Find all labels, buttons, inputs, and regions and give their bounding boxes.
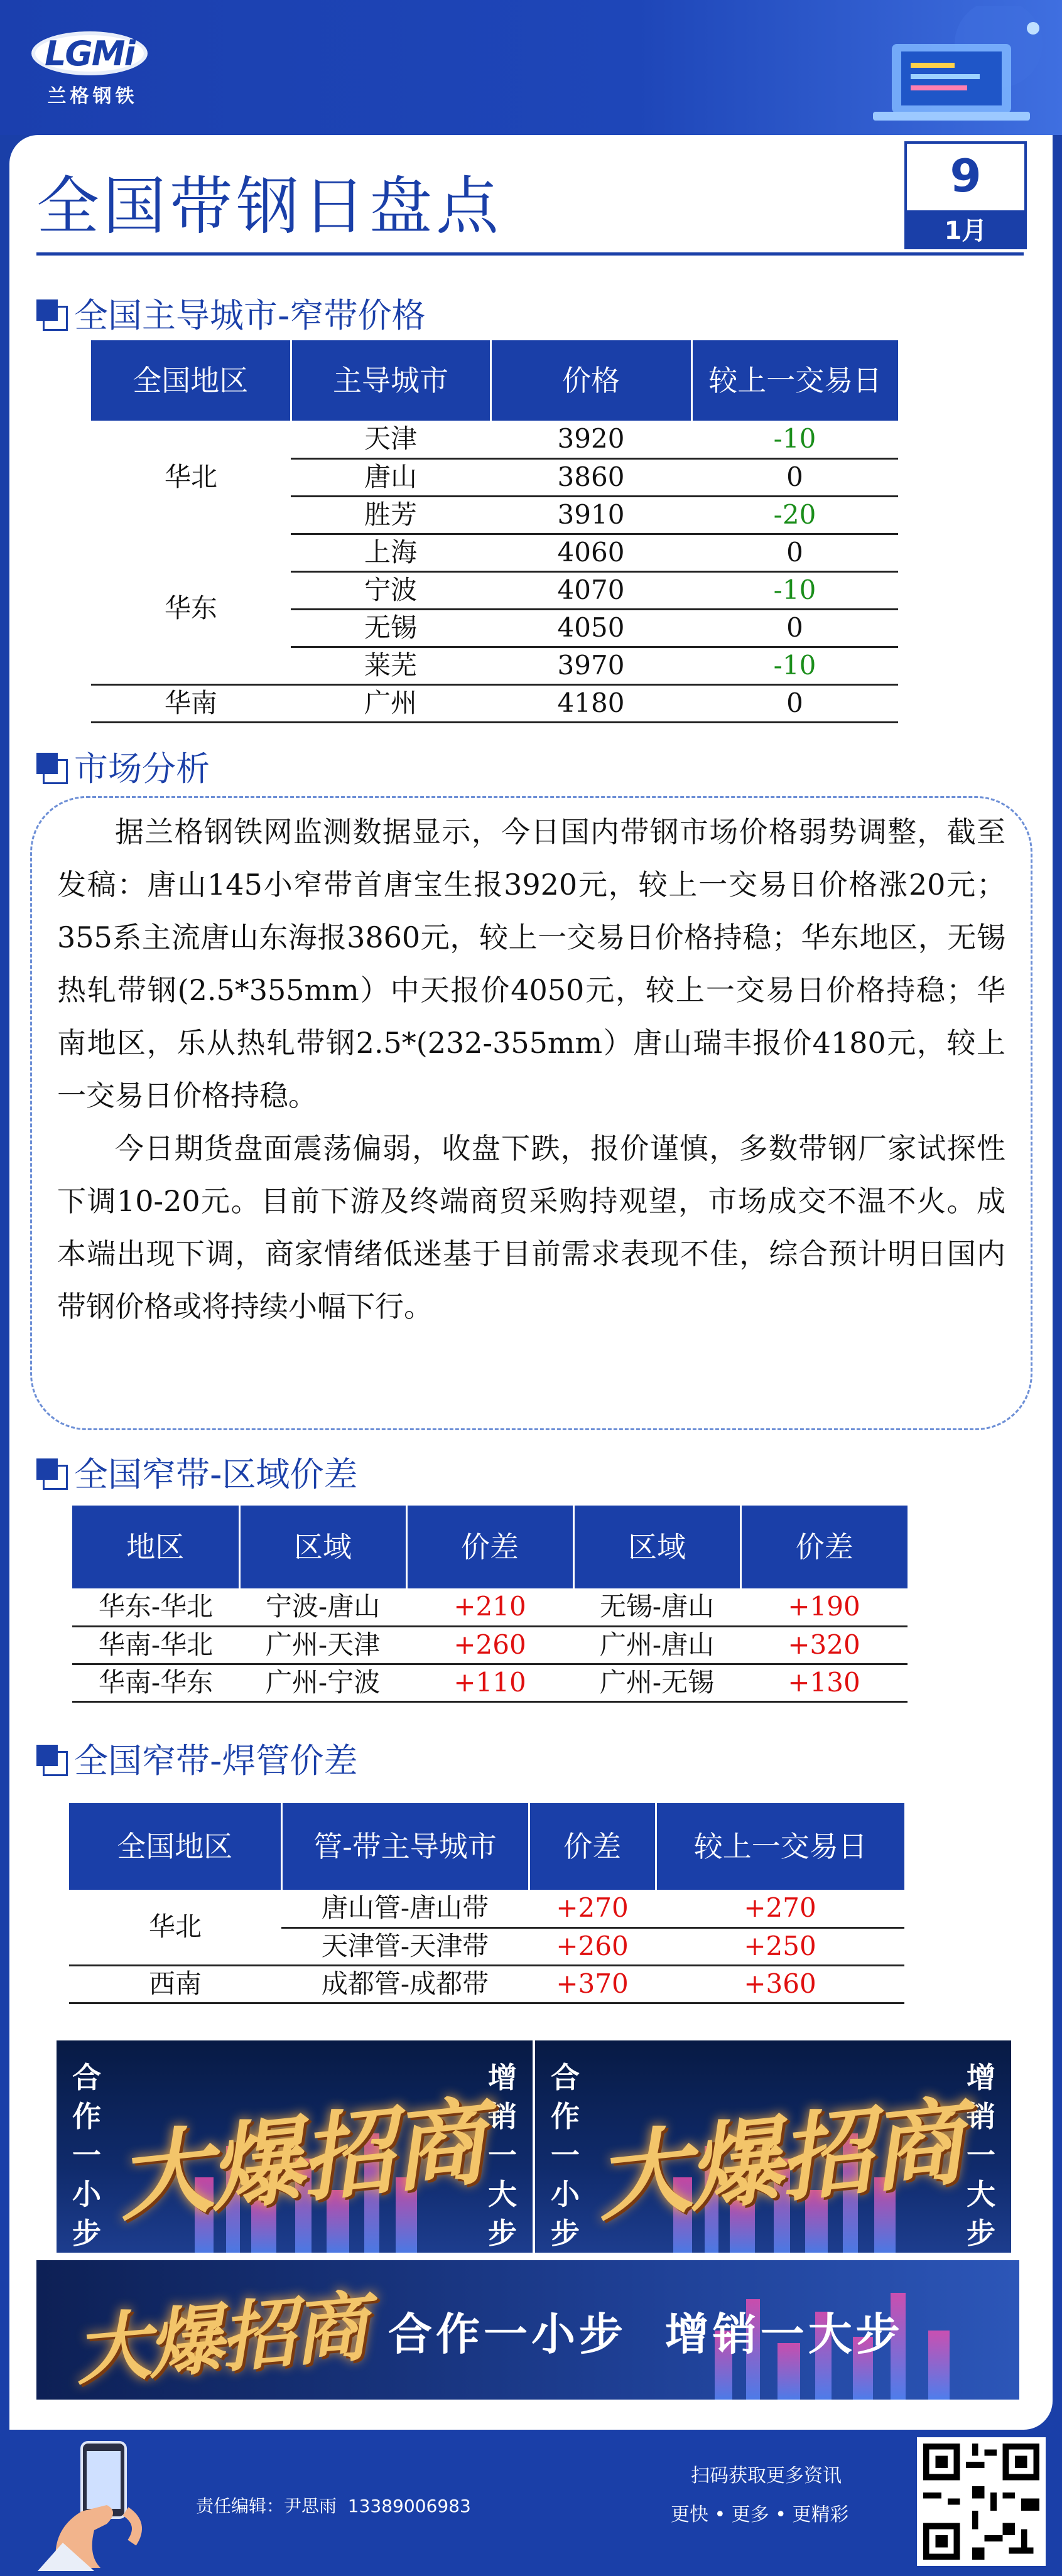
table-row [91,421,898,458]
section-heading-regional-diff: 全国窄带-区域价差 [36,1448,358,1496]
region-cell: 华南 [91,684,291,722]
section-heading-narrow-price: 全国主导城市-窄带价格 [36,289,426,337]
footer-tagline: 更快 • 更多 • 更精彩 [671,2504,849,2526]
city-pair-cell: 宁波-唐山 [239,1588,406,1626]
ad-banner-right[interactable] [535,2040,1011,2253]
narrow-price-table [91,340,898,723]
diff-cell: +320 [740,1626,908,1664]
col-header: 较上一交易日 [691,340,898,421]
col-header: 全国地区 [91,340,291,421]
section-marker-icon [36,1745,64,1772]
pair-cell: 唐山管-唐山带 [281,1890,529,1927]
price-cell: 4050 [490,609,691,647]
city-cell: 天津 [291,421,490,458]
change-cell: -20 [691,496,898,534]
col-header: 区域 [239,1506,406,1588]
col-header: 较上一交易日 [656,1803,904,1890]
price-cell: 3920 [490,421,691,458]
change-cell: +250 [656,1927,904,1965]
change-cell: -10 [691,421,898,458]
change-cell: 0 [691,534,898,571]
regional-diff-table [72,1506,908,1703]
change-cell: -10 [691,571,898,609]
banner-headline: 大爆招商 [112,2086,489,2234]
price-cell: 3910 [490,496,691,534]
city-pair-cell: 广州-天津 [239,1626,406,1664]
change-cell: 0 [691,609,898,647]
region-pair-cell: 华东-华北 [72,1588,239,1626]
region-pair-cell: 华南-华北 [72,1626,239,1664]
scan-prompt: 扫码获取更多资讯 [691,2465,842,2487]
lange-logo [31,25,148,107]
diff-cell: +370 [529,1965,656,2003]
table-row [91,684,898,722]
section-marker-icon [36,1458,64,1486]
table-row [69,1890,904,1927]
table-row [91,534,898,571]
computer-decoration-icon [854,6,1055,132]
city-cell: 上海 [291,534,490,571]
banner-vertical-left: 合作一小步 [551,2061,580,2250]
section-heading-analysis: 市场分析 [36,742,210,790]
city-cell: 莱芜 [291,647,490,684]
change-cell: +270 [656,1890,904,1927]
editor-credit: 责任编辑：尹思雨 13389006983 [196,2496,471,2516]
city-pair-cell: 广州-无锡 [573,1664,740,1701]
region-cell: 西南 [69,1965,281,2003]
price-cell: 4060 [490,534,691,571]
banner-headline: 大爆招商 [590,2086,967,2234]
logo-subtitle: 兰格钢铁 [47,85,138,107]
table-row [69,1965,904,2003]
banner-vertical-right: 增销一大步 [488,2061,517,2250]
analysis-paragraph: 今日期货盘面震荡偏弱，收盘下跌，报价谨慎，多数带钢厂家试探性下调10-20元。目前下游及终端商贸采购持观望，市场成交不温不火。成本端出现下调，商家情绪低迷基于目前需求表现不佳，综合预计明日国内带钢价格或将持续小幅下行。 [57,1131,1005,1323]
col-header: 全国地区 [69,1803,281,1890]
diff-cell: +130 [740,1664,908,1701]
footer [0,2430,1062,2576]
city-pair-cell: 广州-唐山 [573,1626,740,1664]
diff-cell: +190 [740,1588,908,1626]
price-cell: 4070 [490,571,691,609]
banner-vertical-left: 合作一小步 [72,2061,101,2250]
price-cell: 4180 [490,684,691,722]
price-cell: 3860 [490,458,691,496]
diff-cell: +270 [529,1890,656,1927]
change-cell: 0 [691,684,898,722]
table-row [72,1664,908,1701]
col-header: 地区 [72,1506,239,1588]
banner-vertical-right: 增销一大步 [967,2061,995,2250]
logo-text: LGMi [45,33,134,73]
banner-headline: 大爆招商 [71,2282,370,2396]
change-cell: +360 [656,1965,904,2003]
section-marker-icon [36,753,64,780]
pipe-diff-table [69,1803,904,2004]
region-cell: 华北 [164,461,217,492]
diff-cell: +260 [406,1626,573,1664]
city-cell: 胜芳 [291,496,490,534]
date-day: 9 [950,149,982,202]
title-divider [36,252,1024,256]
date-month: 1月 [907,210,1024,247]
diff-cell: +260 [529,1927,656,1965]
region-cell: 华东 [91,534,291,684]
city-cell: 无锡 [291,609,490,647]
date-badge [904,141,1027,249]
analysis-paragraph: 据兰格钢铁网监测数据显示，今日国内带钢市场价格弱势调整，截至发稿：唐山145小窄带首唐宝生报3920元，较上一交易日价格涨20元；355系主流唐山东海报3860元，较上一交易日价格持稳；华东地区，无锡热轧带钢(2.5*355mm）中天报价4050元，较上一交易日价格持稳；华南地区，乐从热轧带钢2.5*(232-355mm）唐山瑞丰报价4180元，较上一交易日价格持稳。 [57,815,1005,1113]
qr-code-icon[interactable] [917,2437,1046,2566]
banner-slogan: 合作一小步 增销一大步 [388,2309,904,2360]
change-cell: -10 [691,647,898,684]
table-row [72,1588,908,1626]
col-header: 区域 [573,1506,740,1588]
ad-banner-wide[interactable] [36,2260,1019,2400]
col-header: 价差 [740,1506,908,1588]
page-title: 全国带钢日盘点 [36,170,502,243]
price-cell: 3970 [490,647,691,684]
change-cell: 0 [691,458,898,496]
col-header: 价差 [406,1506,573,1588]
diff-cell: +210 [406,1588,573,1626]
section-marker-icon [36,299,64,327]
market-analysis-box [30,796,1032,1430]
ad-banner-left[interactable] [57,2040,533,2253]
city-cell: 广州 [291,684,490,722]
diff-cell: +110 [406,1664,573,1701]
city-cell: 唐山 [291,458,490,496]
col-header: 价差 [529,1803,656,1890]
phone-hand-icon [38,2436,157,2571]
col-header: 管-带主导城市 [281,1803,529,1890]
city-cell: 宁波 [291,571,490,609]
city-pair-cell: 广州-宁波 [239,1664,406,1701]
region-cell: 华北 [69,1890,281,1965]
pair-cell: 天津管-天津带 [281,1927,529,1965]
col-header: 主导城市 [291,340,490,421]
col-header: 价格 [490,340,691,421]
region-pair-cell: 华南-华东 [72,1664,239,1701]
pair-cell: 成都管-成都带 [281,1965,529,2003]
section-heading-pipe-diff: 全国窄带-焊管价差 [36,1734,358,1782]
table-row [72,1626,908,1664]
city-pair-cell: 无锡-唐山 [573,1588,740,1626]
